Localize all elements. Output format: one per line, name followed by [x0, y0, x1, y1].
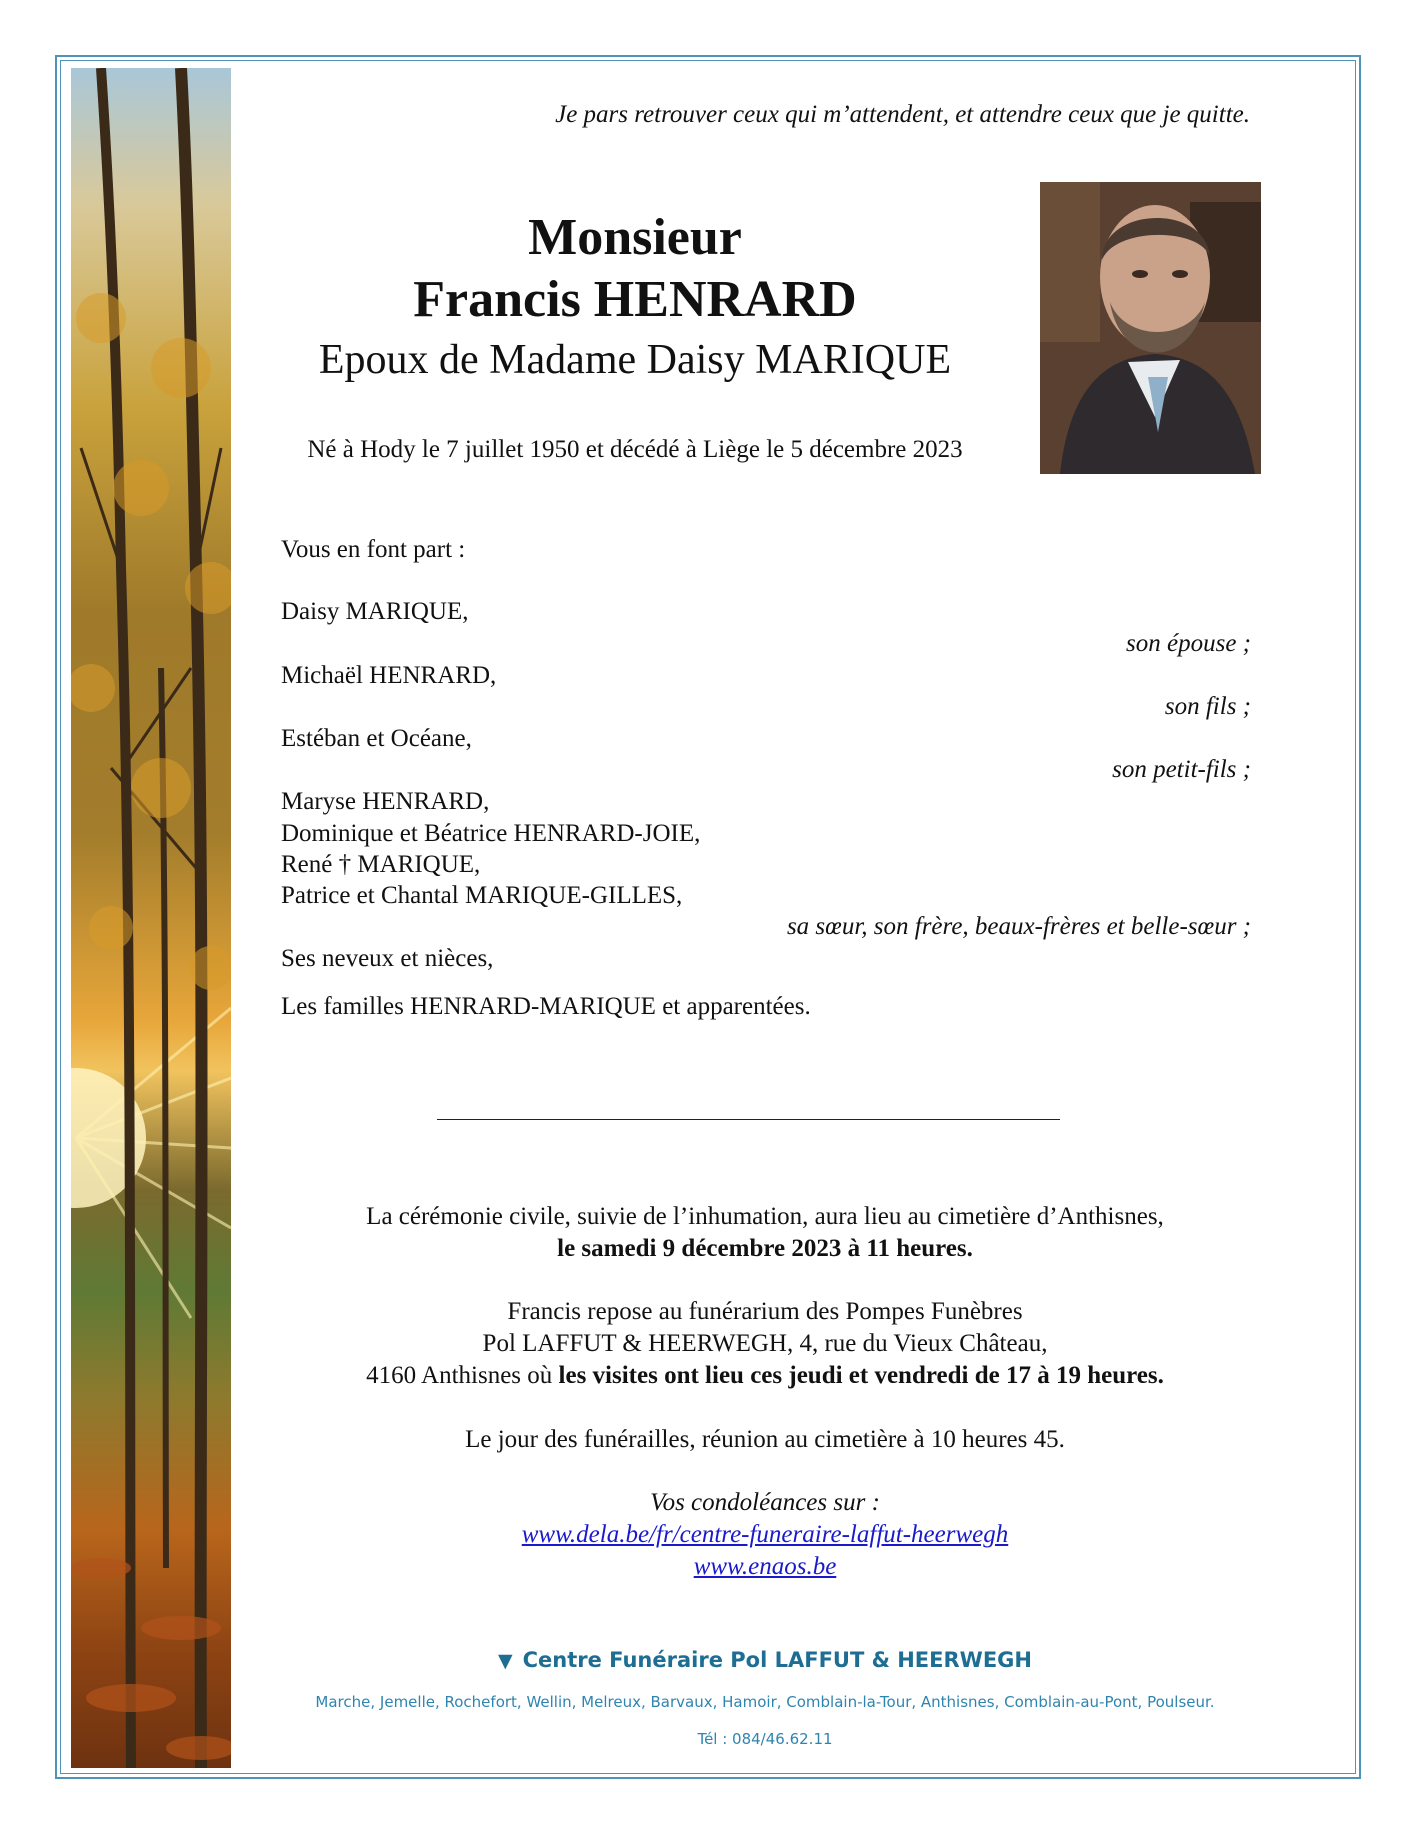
honorific: Monsieur	[528, 209, 742, 266]
relation-son: son fils ;	[1164, 693, 1251, 720]
visitation-address: 4160 Anthisnes où	[366, 1362, 559, 1389]
funeral-home-name	[240, 1648, 1290, 1672]
relation-grandchildren: son petit-fils ;	[1112, 756, 1251, 783]
meeting-line: Le jour des funérailles, réunion au cimetière à 10 heures 45.	[465, 1426, 1065, 1453]
telephone: Tél : 084/46.62.11	[697, 1730, 833, 1748]
ceremony-date: le samedi 9 décembre 2023 à 11 heures.	[557, 1235, 973, 1262]
visitation-line-2: Pol LAFFUT & HEERWEGH, 4, rue du Vieux Château,	[482, 1330, 1048, 1357]
triangle-down-icon: ▼	[498, 1650, 513, 1672]
epigraph-quote: Je pars retrouver ceux qui m’attendent, et attendre ceux que je quitte.	[555, 101, 1250, 128]
visitation-line-1: Francis repose au funérarium des Pompes Funèbres	[507, 1298, 1023, 1325]
towns-list: Marche, Jemelle, Rochefort, Wellin, Melreux, Barvaux, Hamoir, Comblain-la-Tour, Anthisnes, Comblain-au-Pont, Poulseur.	[315, 1693, 1215, 1711]
visitation-hours: les visites ont lieu ces jeudi et vendredi de 17 à 19 heures.	[558, 1362, 1164, 1389]
sibling-line: Dominique et Béatrice HENRARD-JOIE,	[281, 820, 701, 847]
section-divider	[437, 1119, 1060, 1120]
visitation-line-3	[240, 1362, 1290, 1390]
families-line: Les familles HENRARD-MARIQUE et apparentées.	[281, 993, 811, 1020]
company-name: Centre Funéraire Pol LAFFUT & HEERWEGH	[522, 1648, 1032, 1672]
deceased-name: Francis HENRARD	[413, 271, 857, 328]
condolence-link-dela[interactable]: www.dela.be/fr/centre-funeraire-laffut-heerwegh	[521, 1521, 1009, 1548]
birth-death-line: Né à Hody le 7 juillet 1950 et décédé à Liège le 5 décembre 2023	[307, 436, 963, 463]
family-name-son: Michaël HENRARD,	[281, 662, 497, 689]
spouse-line: Epoux de Madame Daisy MARIQUE	[318, 337, 952, 383]
relation-siblings: sa sœur, son frère, beaux-frères et belle-sœur ;	[786, 913, 1251, 940]
family-name-spouse: Daisy MARIQUE,	[281, 598, 469, 625]
family-name-grandchildren: Estéban et Océane,	[281, 725, 472, 752]
condolence-link-enaos[interactable]: www.enaos.be	[693, 1553, 837, 1580]
sibling-line: Maryse HENRARD,	[281, 788, 490, 815]
sibling-line: René † MARIQUE,	[281, 851, 481, 878]
nephews-line: Ses neveux et nièces,	[281, 945, 494, 972]
sibling-line: Patrice et Chantal MARIQUE-GILLES,	[281, 882, 683, 909]
ceremony-line: La cérémonie civile, suivie de l’inhumation, aura lieu au cimetière d’Anthisnes,	[366, 1203, 1164, 1230]
family-intro: Vous en font part :	[281, 536, 466, 563]
autumn-trees-image	[71, 68, 231, 1768]
portrait-photo	[1040, 182, 1261, 474]
relation-spouse: son épouse ;	[1126, 630, 1251, 657]
condolences-label: Vos condoléances sur :	[650, 1489, 880, 1516]
